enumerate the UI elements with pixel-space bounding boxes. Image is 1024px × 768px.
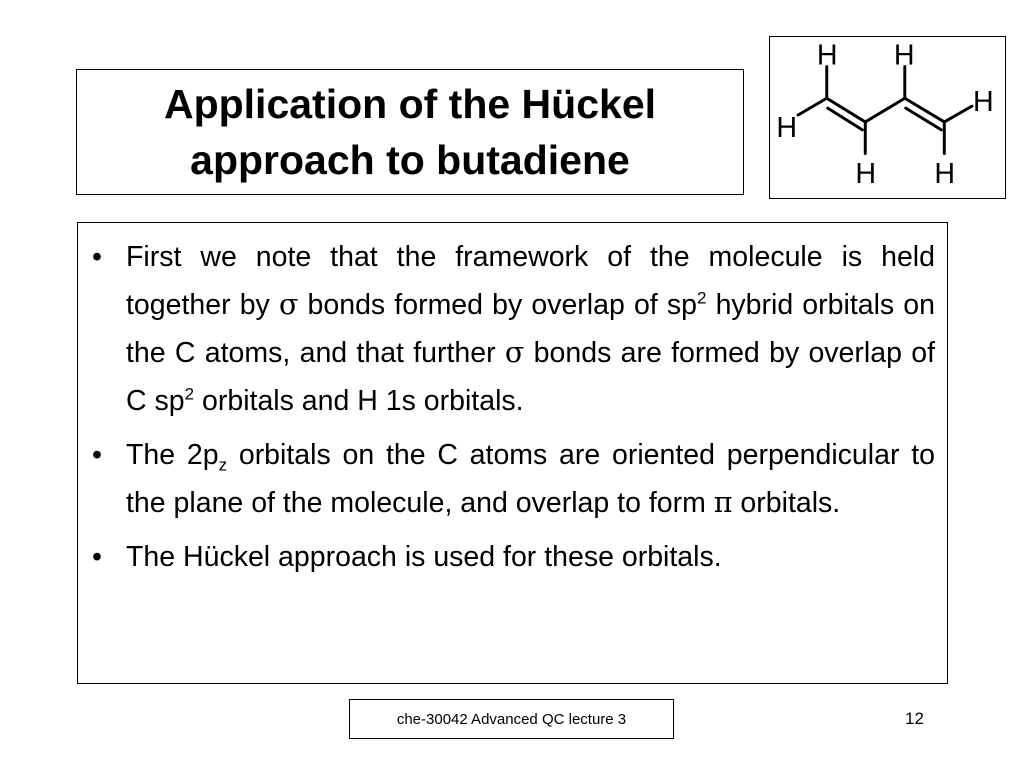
butadiene-structure-diagram [769, 36, 1006, 199]
hydrogen-atom-label: H [893, 39, 915, 72]
hydrogen-atom-label: H [972, 86, 994, 119]
bullet-text: The 2p [126, 439, 219, 471]
bullet-marker: • [92, 439, 102, 471]
pi-symbol: π [713, 486, 733, 519]
bullet-marker: • [92, 541, 102, 573]
bullet-text: The Hückel approach is used for these orbitals. [126, 541, 722, 573]
bullet-marker: • [92, 241, 102, 273]
bullet-item [92, 431, 935, 527]
bullet-text: First we note that the framework of the molecule is held together by [126, 241, 935, 321]
title-line-2: approach to butadiene [190, 137, 630, 183]
title-line-1: Application of the Hückel [163, 81, 657, 127]
page-number: 12 [905, 709, 924, 728]
bullet-text: orbitals on the C atoms are oriented perpendicular to the plane of the molecule, and overlap to form [126, 439, 935, 519]
subscript: z [218, 455, 228, 475]
bullet-item [92, 533, 935, 581]
superscript: 2 [184, 384, 195, 404]
bullet-text: orbitals. [732, 487, 841, 519]
hydrogen-atom-label: H [776, 111, 798, 144]
hydrogen-atom-label: H [934, 158, 956, 191]
bullet-list [92, 233, 935, 581]
bullet-text: hybrid orbitals on the C atoms, and that further [126, 289, 936, 369]
bullet-text: orbitals and H 1s orbitals. [194, 385, 524, 417]
bullet-text: bonds are formed by overlap of C sp [126, 337, 935, 417]
hydrogen-atom-label: H [855, 158, 877, 191]
butadiene-structure-svg [770, 37, 1005, 198]
title-box [76, 69, 744, 195]
footer-text: che-30042 Advanced QC lecture 3 [396, 710, 627, 728]
sigma-symbol: σ [278, 288, 299, 321]
content-box [77, 222, 948, 684]
bullet-text: bonds formed by overlap of sp [298, 289, 697, 321]
footer-box [349, 699, 674, 739]
slide-title [164, 76, 656, 188]
superscript: 2 [696, 288, 707, 308]
bullet-item [92, 233, 935, 425]
hydrogen-atom-label: H [816, 39, 838, 72]
sigma-symbol: σ [504, 336, 525, 369]
